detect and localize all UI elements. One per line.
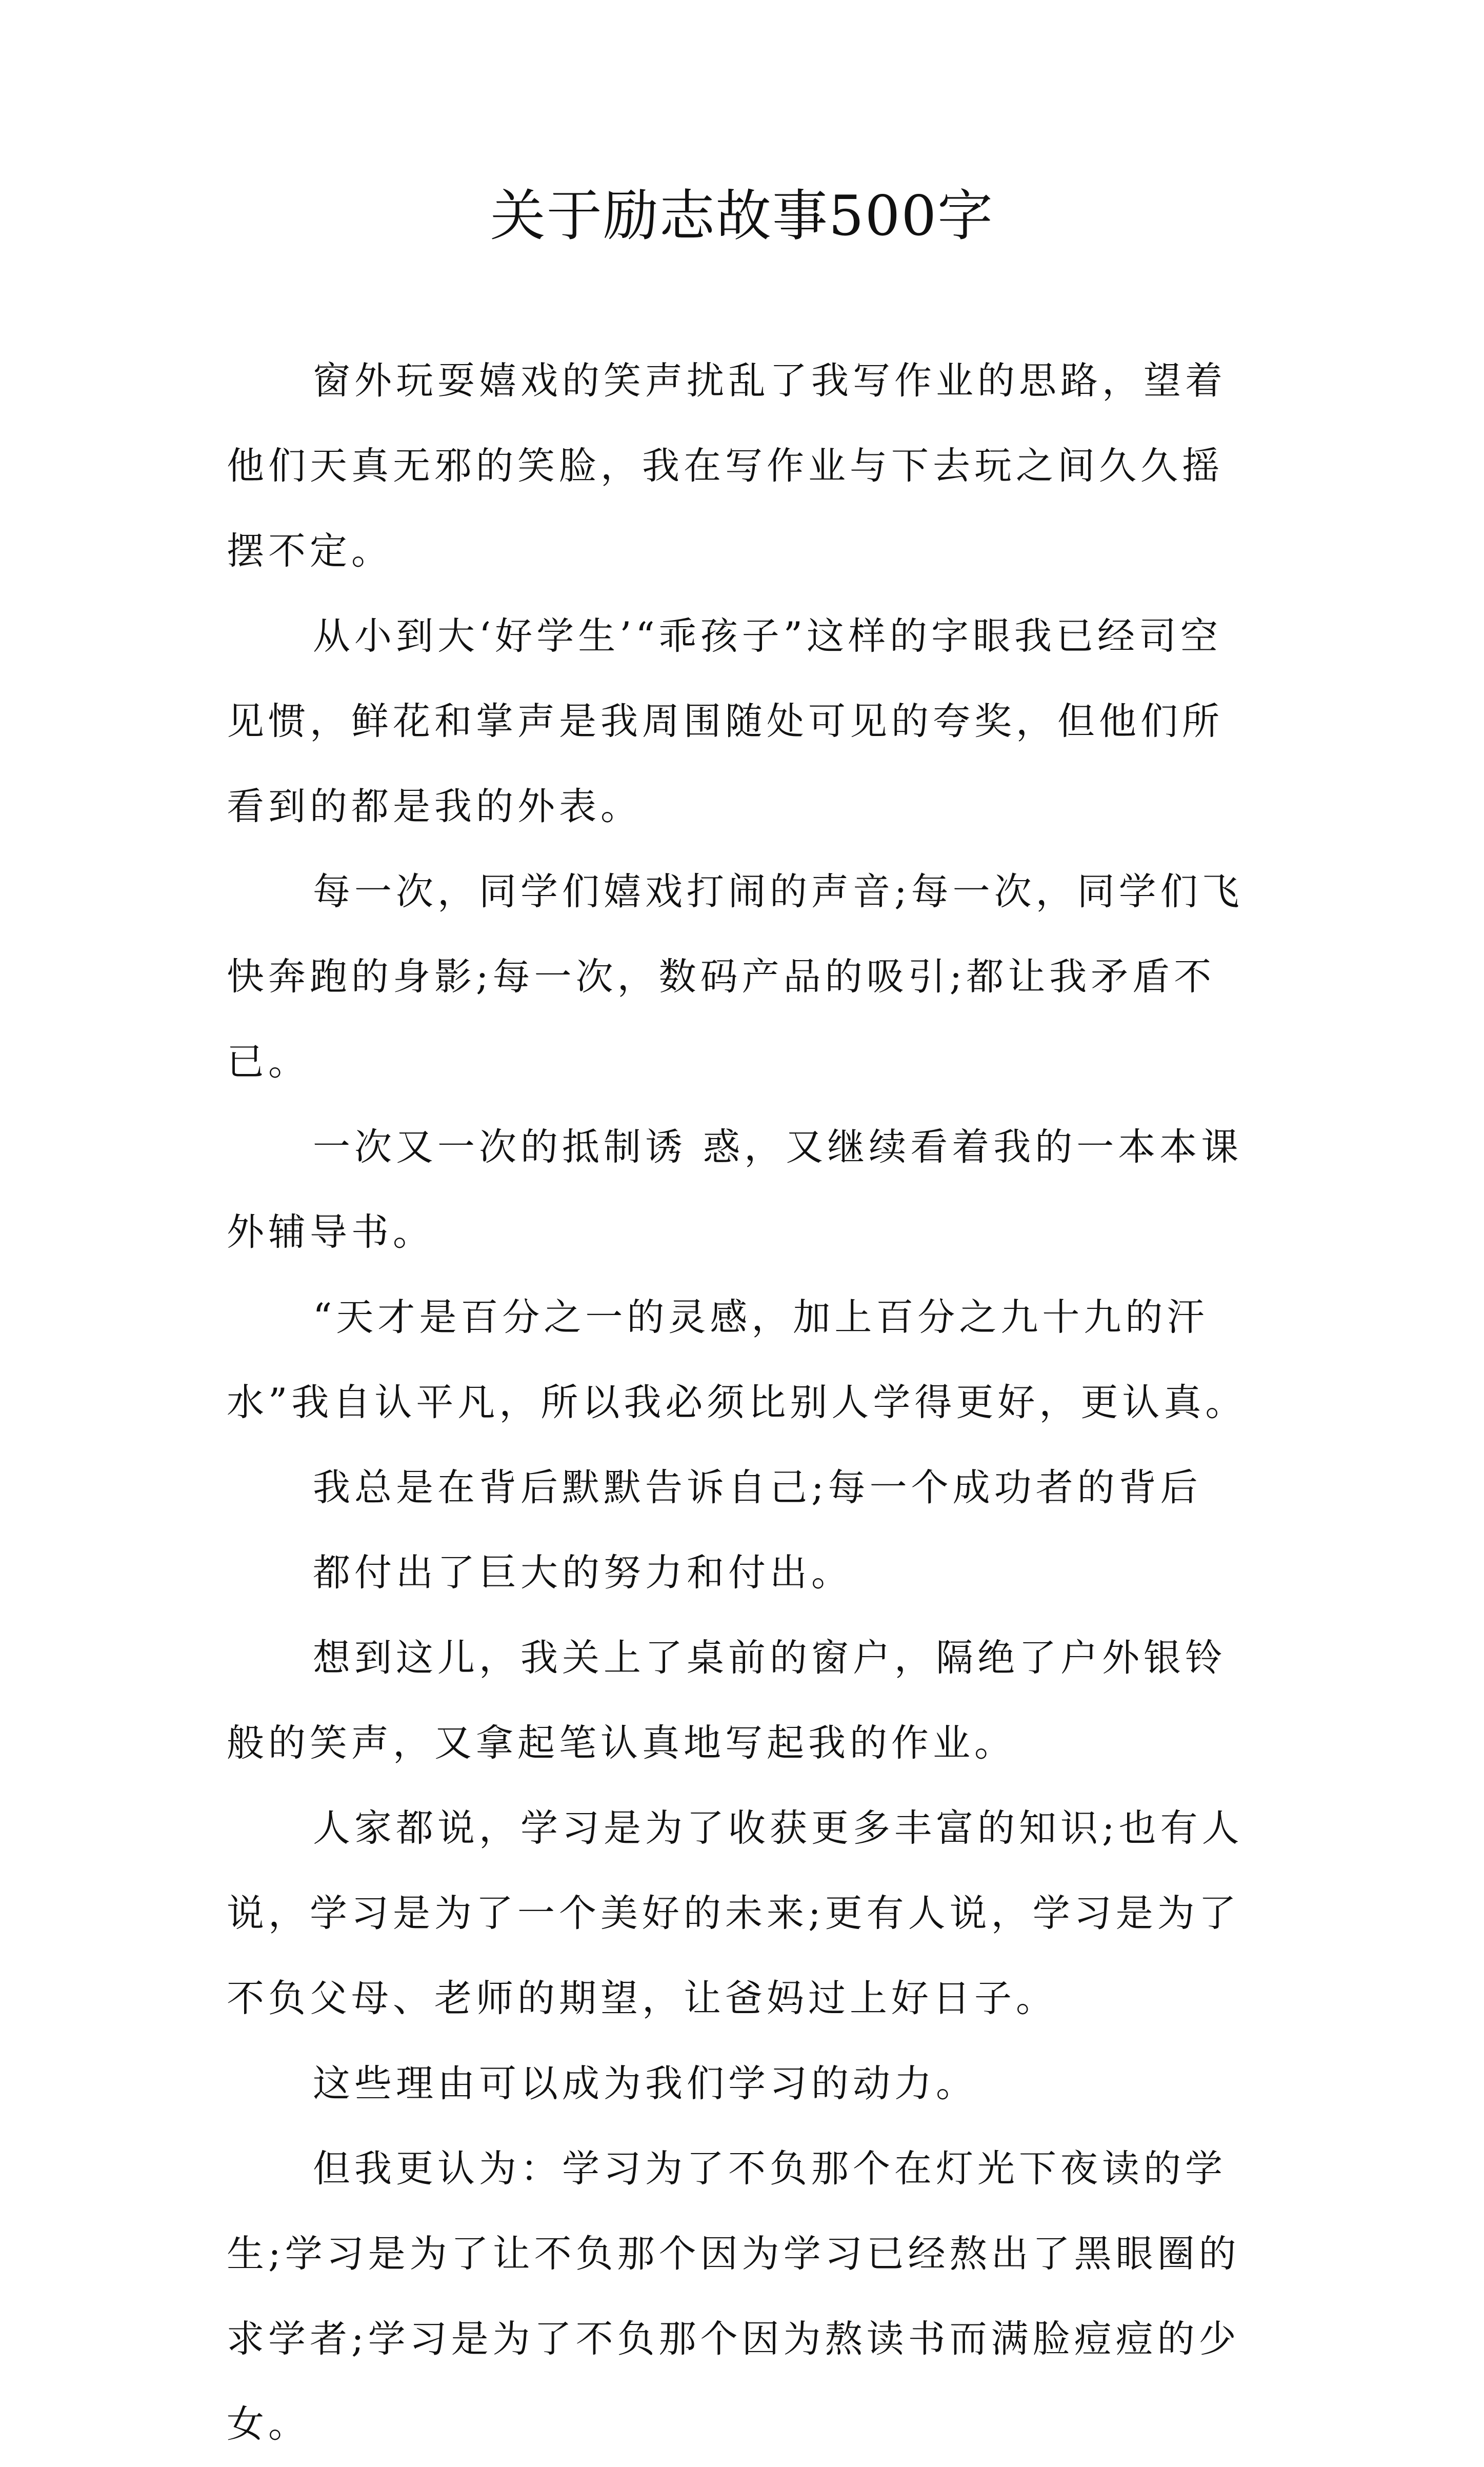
paragraph: 一次又一次的抵制诱 惑，又继续看着我的一本本课外辅导书。	[227, 1125, 1243, 1254]
paragraph: 人家都说，学习是为了收获更多丰富的知识;也有人说，学习是为了一个美好的未来;更有人说，学习是为了不负父母、老师的期望，让爸妈过上好日子。	[227, 1806, 1244, 2020]
paragraph: 这些理由可以成为我们学习的动力。	[313, 2062, 977, 2105]
paragraph: 每一次，同学们嬉戏打闹的声音;每一次，同学们飞快奔跑的身影;每一次，数码产品的吸引;都让我矛盾不已。	[227, 870, 1244, 1084]
document-body	[227, 339, 1262, 2467]
paragraph: 窗外玩耍嬉戏的笑声扰乱了我写作业的思路，望着他们天真无邪的笑脸，我在写作业与下去玩之间久久摇摆不定。	[227, 359, 1227, 573]
paragraph: 但我更认为：学习为了不负那个在灯光下夜读的学生;学习是为了让不负那个因为学习已经熬出了黑眼圈的求学者;学习是为了不负那个因为熬读书而满脸痘痘的少女。	[227, 2147, 1240, 2446]
paragraph: 我总是在背后默默告诉自己;每一个成功者的背后	[313, 1466, 1202, 1509]
document-title: 关于励志故事500字	[490, 184, 994, 248]
paragraph: 从小到大‘好学生’“乖孩子”这样的字眼我已经司空见惯，鲜花和掌声是我周围随处可见的夸奖，但他们所看到的都是我的外表。	[227, 614, 1224, 828]
paragraph: “天才是百分之一的灵感，加上百分之九十九的汗水”我自认平凡，所以我必须比别人学得更好，更认真。	[227, 1296, 1247, 1424]
paragraph: 想到这儿，我关上了桌前的窗户，隔绝了户外银铃般的笑声，又拿起笔认真地写起我的作业。	[227, 1636, 1227, 1765]
paragraph: 都付出了巨大的努力和付出。	[313, 1551, 853, 1595]
